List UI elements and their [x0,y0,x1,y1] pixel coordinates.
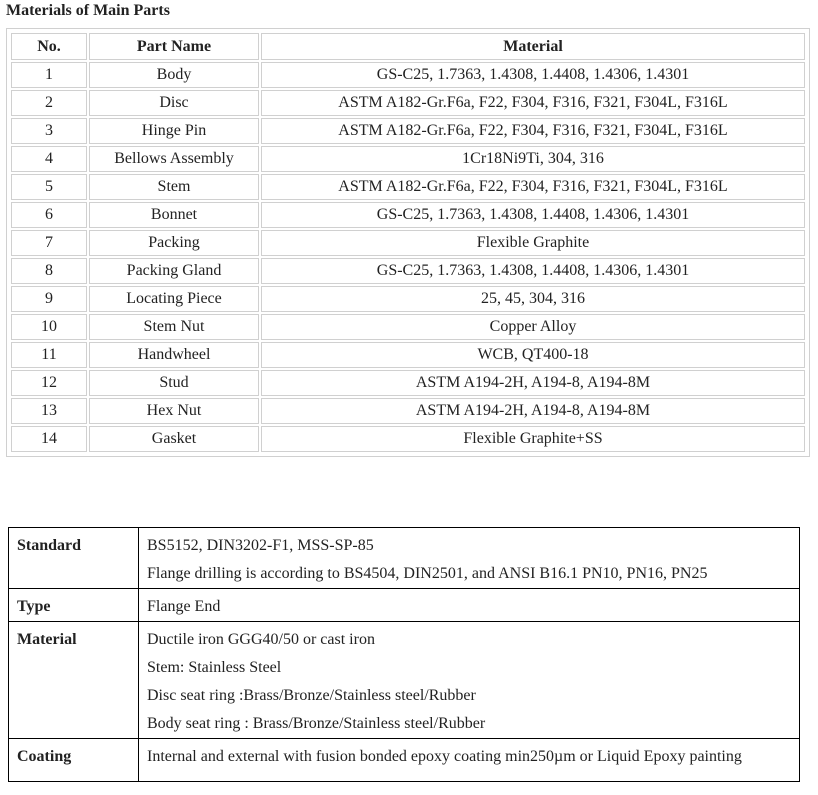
spec-label-material: Material [9,622,139,739]
table-row [11,314,805,340]
cell-material: WCB, QT400-18 [261,342,805,368]
cell-material: ASTM A182-Gr.F6a, F22, F304, F316, F321, F304L, F316L [261,118,805,144]
header-no: No. [11,33,87,60]
table-row [11,258,805,284]
spec-label-coating: Coating [9,739,139,782]
cell-material: ASTM A194-2H, A194-8, A194-8M [261,398,805,424]
table-row [11,62,805,88]
spec-row-standard [9,528,800,589]
table-row [11,426,805,452]
table-row [11,174,805,200]
cell-material: 1Cr18Ni9Ti, 304, 316 [261,146,805,172]
cell-part-name: Stud [89,370,259,396]
parts-table-container [6,28,810,457]
cell-part-name: Handwheel [89,342,259,368]
spec-value-type [139,589,800,622]
spec-table [8,527,800,782]
cell-no: 3 [11,118,87,144]
cell-no: 6 [11,202,87,228]
cell-no: 2 [11,90,87,116]
spec-label-type: Type [9,589,139,622]
cell-part-name: Locating Piece [89,286,259,312]
parts-table [9,31,807,454]
cell-no: 9 [11,286,87,312]
header-material: Material [261,33,805,60]
spec-line: Disc seat ring :Brass/Bronze/Stainless steel/Rubber [147,687,476,704]
table-row [11,118,805,144]
cell-material: GS-C25, 1.7363, 1.4308, 1.4408, 1.4306, 1.4301 [261,258,805,284]
table-row [11,286,805,312]
cell-no: 13 [11,398,87,424]
table-row [11,230,805,256]
spec-value-standard [139,528,800,589]
cell-part-name: Gasket [89,426,259,452]
table-row [11,146,805,172]
table-caption: Materials of Main Parts [6,2,170,19]
parts-table-body [11,62,805,452]
cell-no: 14 [11,426,87,452]
spec-line: BS5152, DIN3202-F1, MSS-SP-85 [147,537,374,554]
cell-no: 1 [11,62,87,88]
table-row [11,90,805,116]
cell-material: ASTM A182-Gr.F6a, F22, F304, F316, F321, F304L, F316L [261,90,805,116]
cell-no: 10 [11,314,87,340]
spec-line: Body seat ring : Brass/Bronze/Stainless steel/Rubber [147,715,486,732]
cell-part-name: Disc [89,90,259,116]
cell-part-name: Stem [89,174,259,200]
cell-material: Copper Alloy [261,314,805,340]
spec-label-standard: Standard [9,528,139,589]
cell-part-name: Body [89,62,259,88]
cell-no: 12 [11,370,87,396]
table-row [11,202,805,228]
spec-row-coating [9,739,800,782]
table-row [11,342,805,368]
spec-row-material [9,622,800,739]
table-row [11,398,805,424]
spec-row-type [9,589,800,622]
spec-line: Ductile iron GGG40/50 or cast iron [147,631,375,648]
table-row [11,370,805,396]
cell-no: 11 [11,342,87,368]
cell-material: Flexible Graphite [261,230,805,256]
spec-value-material [139,622,800,739]
cell-part-name: Packing [89,230,259,256]
cell-material: 25, 45, 304, 316 [261,286,805,312]
cell-no: 8 [11,258,87,284]
spec-line: Flange End [147,598,221,615]
cell-part-name: Hex Nut [89,398,259,424]
spec-line: Internal and external with fusion bonded epoxy coating min250µm or Liquid Epoxy painting [147,748,742,765]
header-part-name: Part Name [89,33,259,60]
cell-material: GS-C25, 1.7363, 1.4308, 1.4408, 1.4306, 1.4301 [261,62,805,88]
spec-value-coating [139,739,800,782]
spec-line: Flange drilling is according to BS4504, DIN2501, and ANSI B16.1 PN10, PN16, PN25 [147,565,708,582]
cell-part-name: Packing Gland [89,258,259,284]
cell-material: Flexible Graphite+SS [261,426,805,452]
cell-part-name: Bonnet [89,202,259,228]
cell-material: ASTM A194-2H, A194-8, A194-8M [261,370,805,396]
cell-no: 5 [11,174,87,200]
cell-part-name: Bellows Assembly [89,146,259,172]
cell-part-name: Hinge Pin [89,118,259,144]
cell-no: 7 [11,230,87,256]
cell-no: 4 [11,146,87,172]
cell-material: GS-C25, 1.7363, 1.4308, 1.4408, 1.4306, 1.4301 [261,202,805,228]
spec-line: Stem: Stainless Steel [147,659,282,676]
cell-material: ASTM A182-Gr.F6a, F22, F304, F316, F321, F304L, F316L [261,174,805,200]
parts-table-header-row [11,33,805,60]
cell-part-name: Stem Nut [89,314,259,340]
